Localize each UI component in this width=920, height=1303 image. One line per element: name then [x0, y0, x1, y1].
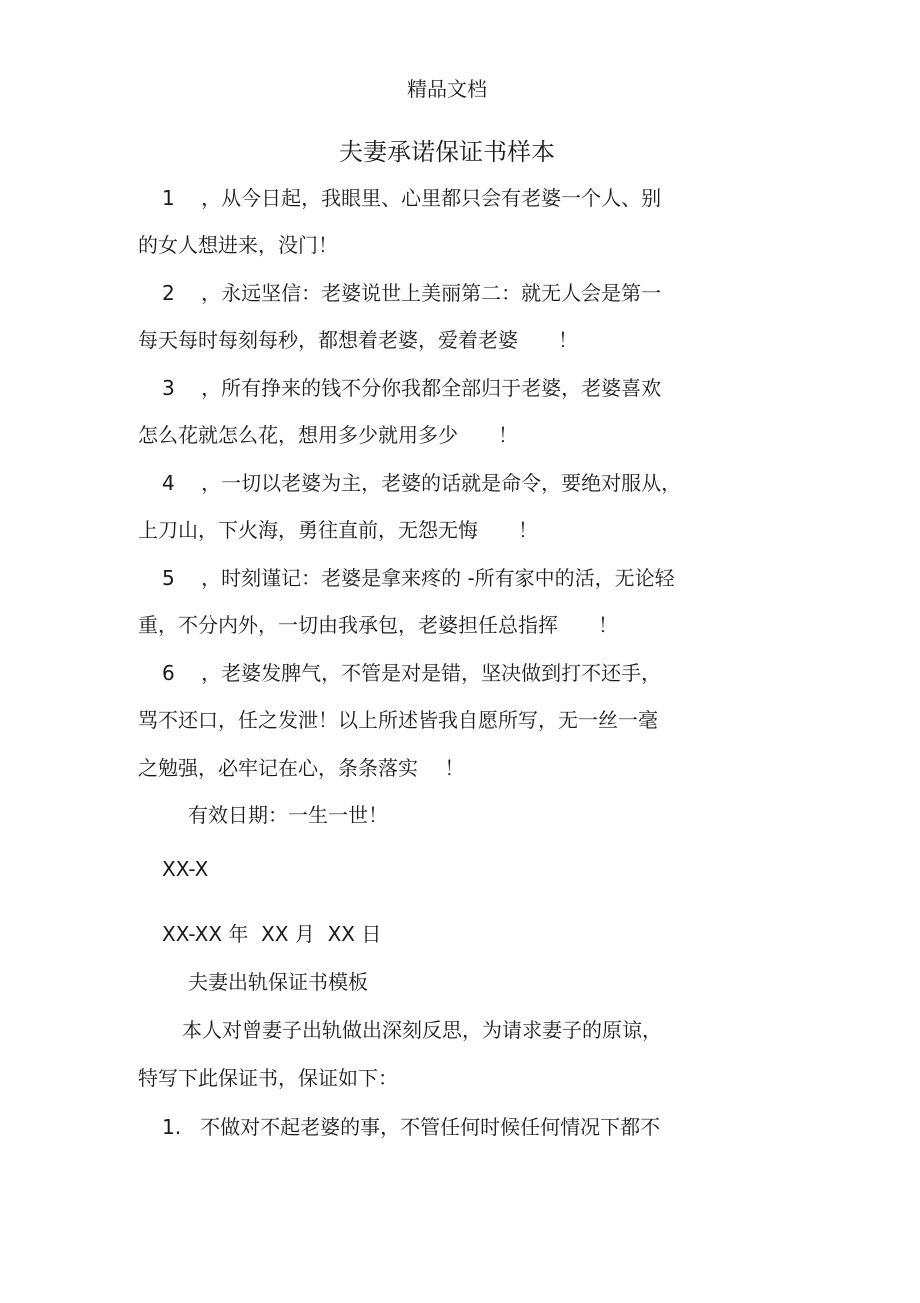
item-1-line-2: 的女人想进来，没门！ [138, 233, 338, 257]
item-4-line-2: 上刀山，下火海，勇往直前，无怨无悔 ！ [138, 518, 538, 542]
item-3-line-2: 怎么花就怎么花，想用多少就用多少 ！ [138, 423, 518, 447]
signature-name: XX-X [162, 857, 209, 881]
item-5-line-2: 重，不分内外，一切由我承包，老婆担任总指挥 ！ [138, 613, 618, 637]
pledge-item-1: 1. 不做对不起老婆的事，不管任何时候任何情况下都不 [162, 1115, 661, 1139]
document-title: 夫妻承诺保证书样本 [339, 138, 555, 166]
item-3-line-1: 3 ，所有挣来的钱不分你我都全部归于老婆，老婆喜欢 [162, 376, 662, 400]
item-2-line-1: 2 ，永远坚信：老婆说世上美丽第二：就无人会是第一 [162, 281, 662, 305]
intro-line-2: 特写下此保证书，保证如下： [138, 1066, 398, 1090]
item-6-line-1: 6 ，老婆发脾气，不管是对是错，坚决做到打不还手， [162, 661, 662, 685]
item-1-line-1: 1 ，从今日起，我眼里、心里都只会有老婆一个人、别 [162, 186, 662, 210]
item-6-line-2: 骂不还口，任之发泄！以上所述皆我自愿所写，无一丝一毫 [138, 708, 658, 732]
item-5-line-1: 5 ，时刻谨记：老婆是拿来疼的 -所有家中的活，无论轻 [162, 566, 675, 590]
item-2-line-2: 每天每时每刻每秒，都想着老婆，爱着老婆 ！ [138, 328, 578, 352]
page-header: 精品文档 [407, 77, 487, 101]
item-6-line-3: 之勉强，必牢记在心，条条落实 ！ [138, 756, 465, 780]
section-title: 夫妻出轨保证书模板 [188, 970, 368, 994]
intro-line-1: 本人对曾妻子出轨做出深刻反思，为请求妻子的原谅， [182, 1018, 662, 1042]
signature-date: XX-XX 年 XX 月 XX 日 [162, 922, 382, 946]
validity-line: 有效日期：一生一世！ [188, 803, 388, 827]
item-4-line-1: 4 ，一切以老婆为主，老婆的话就是命令，要绝对服从， [162, 471, 682, 495]
